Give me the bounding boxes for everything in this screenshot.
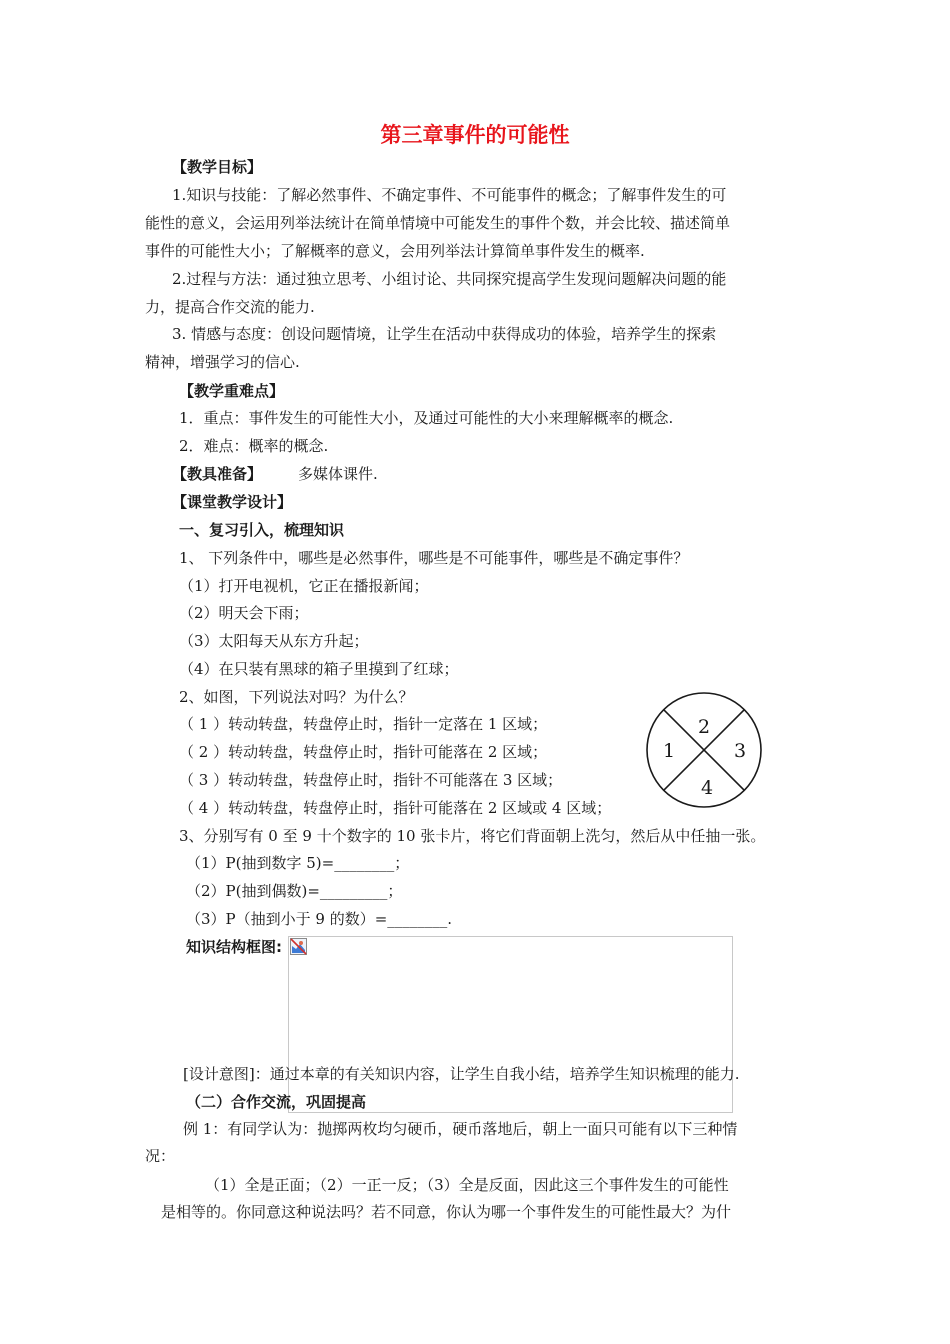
page-title: 第三章事件的可能性 bbox=[380, 123, 570, 147]
question-1-item: （2）明天会下雨； bbox=[179, 604, 309, 622]
question-1-item: （4）在只装有黑球的箱子里摸到了红球； bbox=[179, 660, 459, 678]
key-point-1: 1．重点：事件发生的可能性大小，及通过可能性的大小来理解概率的概念. bbox=[179, 409, 674, 427]
question-3-item: （3）P（抽到小于 9 的数）=________. bbox=[186, 910, 453, 928]
framework-label: 知识结构框图: bbox=[186, 938, 282, 956]
design-heading: 【课堂教学设计】 bbox=[172, 493, 293, 511]
spinner-region-label: 3 bbox=[734, 740, 747, 762]
spinner-region-label: 4 bbox=[701, 777, 714, 799]
question-2-item: （ 2 ）转动转盘，转盘停止时，指针可能落在 2 区域； bbox=[179, 743, 548, 761]
goals-heading: 【教学目标】 bbox=[172, 158, 263, 176]
example-1-line2: 况： bbox=[145, 1147, 176, 1165]
question-3-item: （2）P(抽到偶数)=_________； bbox=[186, 882, 403, 900]
example-1-line3: （1）全是正面；（2）一正一反；（3）全是反面，因此这三个事件发生的可能性 bbox=[205, 1176, 729, 1194]
section1-heading: 一、复习引入，梳理知识 bbox=[179, 521, 345, 539]
goal1-line1: 1.知识与技能：了解必然事件、不确定事件、不可能事件的概念；了解事件发生的可 bbox=[172, 186, 727, 204]
question-3: 3、分别写有 0 至 9 十个数字的 10 张卡片，将它们背面朝上洗匀，然后从中任抽一张。 bbox=[179, 827, 766, 845]
goal3-line1: 3. 情感与态度：创设问题情境，让学生在活动中获得成功的体验，培养学生的探索 bbox=[172, 325, 717, 343]
question-1-item: （3）太阳每天从东方升起； bbox=[179, 632, 369, 650]
framework-image-placeholder bbox=[288, 936, 733, 1113]
spinner-diagram bbox=[639, 690, 769, 810]
question-3-item: （1）P(抽到数字 5)=________； bbox=[186, 854, 410, 872]
question-1-item: （1）打开电视机，它正在播报新闻； bbox=[179, 577, 429, 595]
key-point-2: 2．难点：概率的概念. bbox=[179, 437, 329, 455]
spinner-region-label: 1 bbox=[663, 740, 676, 762]
goal2-line1: 2.过程与方法：通过独立思考、小组讨论、共同探究提高学生发现问题解决问题的能 bbox=[172, 270, 727, 288]
question-2: 2、如图，下列说法对吗？为什么？ bbox=[179, 688, 414, 706]
goal1-line3: 事件的可能性大小；了解概率的意义，会用列举法计算简单事件发生的概率. bbox=[145, 242, 645, 260]
question-1: 1、 下列条件中，哪些是必然事件，哪些是不可能事件，哪些是不确定事件？ bbox=[179, 549, 689, 567]
tools-text: 多媒体课件. bbox=[298, 465, 378, 483]
goal3-line2: 精神，增强学习的信心. bbox=[145, 353, 300, 371]
spinner-region-label: 2 bbox=[698, 716, 711, 738]
tools-heading: 【教具准备】 bbox=[172, 465, 263, 483]
example-1-line1: 例 1：有同学认为：抛掷两枚均匀硬币，硬币落地后，朝上一面只可能有以下三种情 bbox=[183, 1120, 738, 1138]
example-1-line4: 是相等的。你同意这种说法吗？若不同意，你认为哪一个事件发生的可能性最大？为什 bbox=[161, 1203, 732, 1221]
goal2-line2: 力，提高合作交流的能力. bbox=[145, 298, 315, 316]
key-heading: 【教学重难点】 bbox=[179, 382, 285, 400]
question-2-item: （ 3 ）转动转盘，转盘停止时，指针不可能落在 3 区域； bbox=[179, 771, 563, 789]
question-2-item: （ 1 ）转动转盘，转盘停止时，指针一定落在 1 区域； bbox=[179, 715, 548, 733]
broken-image-icon bbox=[290, 938, 307, 955]
question-2-item: （ 4 ）转动转盘，转盘停止时，指针可能落在 2 区域或 4 区域； bbox=[179, 799, 612, 817]
design-intent: [设计意图]：通过本章的有关知识内容，让学生自我小结，培养学生知识梳理的能力. bbox=[183, 1065, 740, 1083]
goal1-line2: 能性的意义，会运用列举法统计在简单情境中可能发生的事件个数，并会比较、描述简单 bbox=[145, 214, 731, 232]
section2-heading: （二）合作交流，巩固提高 bbox=[186, 1093, 367, 1111]
